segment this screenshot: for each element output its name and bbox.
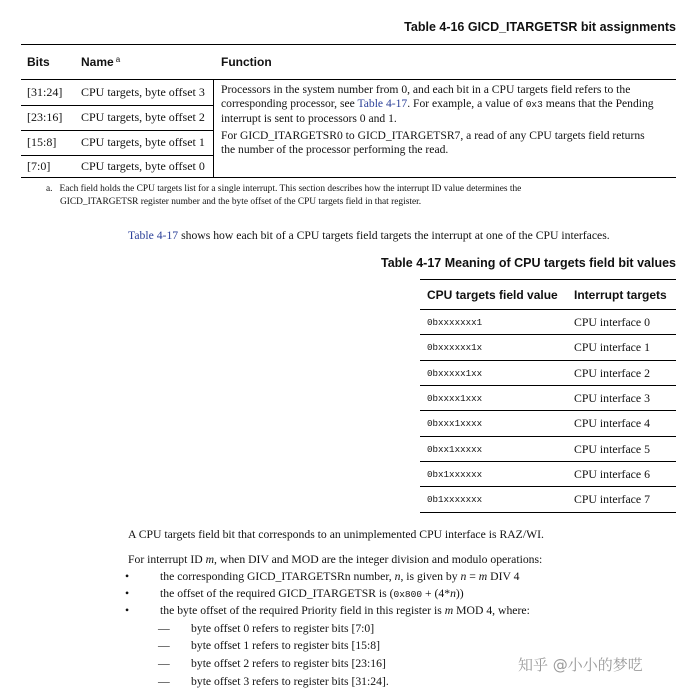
bullet-text: = (466, 570, 479, 583)
row-divider (21, 155, 213, 156)
table-4-17-title: Table 4-17 Meaning of CPU targets field bit values (381, 256, 676, 270)
bullet: • (125, 604, 130, 617)
function-paragraph-1 (221, 83, 671, 126)
sub-item: byte offset 0 refers to register bits [7:0] (191, 622, 375, 635)
bullet-text: )) (455, 587, 464, 600)
header-divider (21, 79, 676, 80)
sub-item: byte offset 1 refers to register bits [15:8] (191, 639, 381, 652)
bit-value: 0b1xxxxxxx (427, 494, 483, 505)
table-row (420, 334, 676, 359)
table-row (420, 309, 676, 334)
bit-value: 0bxx1xxxxx (427, 444, 483, 455)
table-row (420, 360, 676, 385)
name-cell: CPU targets, byte offset 2 (81, 110, 205, 124)
name-cell: CPU targets, byte offset 3 (81, 85, 205, 99)
footnote-marker: a. (46, 184, 53, 194)
var-n: n (450, 587, 456, 600)
dash: — (158, 622, 170, 635)
table-4-17-link[interactable]: Table 4-17 (357, 97, 408, 110)
bullet-item-register-number (160, 570, 519, 583)
bits-cell: [7:0] (27, 159, 51, 173)
row-divider (21, 130, 213, 131)
function-text: means that the Pending (542, 97, 654, 110)
paragraph-text: For interrupt ID (128, 553, 206, 566)
bullet-text: , is given by (400, 570, 461, 583)
table-4-17 (420, 279, 676, 513)
bullet-item-register-offset (160, 587, 464, 600)
interrupt-target: CPU interface 2 (574, 366, 651, 380)
var-n: n (394, 570, 401, 583)
var-m: m (444, 604, 454, 617)
table-4-17-link[interactable]: Table 4-17 (128, 229, 179, 242)
interrupt-target: CPU interface 6 (574, 467, 651, 481)
table-row (420, 410, 676, 435)
table-row (420, 461, 676, 486)
name-cell: CPU targets, byte offset 1 (81, 135, 205, 149)
header-interrupt-targets: Interrupt targets (574, 288, 667, 302)
paragraph-text: , when DIV and MOD are the integer division and modulo operations: (214, 553, 543, 566)
footnote-line-1 (46, 183, 521, 196)
dash: — (158, 639, 170, 652)
inline-code: 0x800 (393, 589, 423, 600)
function-text: . For example, a value of (407, 97, 526, 110)
column-divider (213, 79, 214, 177)
bits-cell: [31:24] (27, 85, 63, 99)
table-row (420, 436, 676, 461)
inline-code: 0x3 (525, 99, 543, 110)
footnote-ref: a (115, 55, 121, 64)
paragraph-text: shows how each bit of a CPU targets field targets the interrupt at one of the CPU interfaces. (178, 229, 610, 242)
name-cell: CPU targets, byte offset 0 (81, 159, 205, 173)
interrupt-target: CPU interface 5 (574, 442, 651, 456)
header-function: Function (221, 55, 272, 69)
table-4-16-title: Table 4-16 GICD_ITARGETSR bit assignments (404, 20, 676, 34)
interrupt-target: CPU interface 3 (574, 391, 651, 405)
row-divider (21, 105, 213, 106)
bullet-text: the offset of the required GICD_ITARGETSR is ( (160, 587, 394, 600)
bit-value: 0bxxxxx1xx (427, 368, 483, 379)
bit-value: 0bxxxxxx1x (427, 342, 483, 353)
bullet: • (125, 570, 130, 583)
bit-value: 0bxxxx1xxx (427, 393, 483, 404)
function-line (221, 97, 671, 112)
header-cpu-targets-value: CPU targets field value (427, 288, 558, 302)
function-line: interrupt is sent to processors 0 and 1. (221, 112, 397, 125)
bullet-item-byte-offset (160, 604, 530, 617)
bit-value: 0bxxxxxxx1 (427, 317, 483, 328)
dash: — (158, 657, 170, 670)
bullet-text: + (4* (422, 587, 451, 600)
bullet: • (125, 587, 130, 600)
function-paragraph-2 (221, 129, 671, 157)
interrupt-target: CPU interface 1 (574, 340, 651, 354)
header-name (81, 55, 120, 69)
watermark: 知乎 @小小的梦呓 (518, 656, 643, 674)
bits-cell: [23:16] (27, 110, 63, 124)
interrupt-id-intro (128, 553, 542, 566)
function-text: corresponding processor, see (221, 97, 358, 110)
var-m: m (478, 570, 488, 583)
table-4-16 (21, 44, 676, 178)
footnote (46, 183, 521, 209)
bullet-text: MOD 4, where: (453, 604, 530, 617)
header-bits: Bits (27, 55, 50, 69)
dash: — (158, 675, 170, 688)
bit-value: 0bx1xxxxxx (427, 469, 483, 480)
raz-paragraph: A CPU targets field bit that corresponds to an unimplemented CPU interface is RAZ/WI. (128, 528, 544, 541)
bullet-text: the byte offset of the required Priority field in this register is (160, 604, 445, 617)
interrupt-target: CPU interface 0 (574, 315, 651, 329)
table-row (420, 385, 676, 410)
function-line: Processors in the system number from 0, and each bit in a CPU targets field refers to the (221, 83, 631, 96)
function-line: For GICD_ITARGETSR0 to GICD_ITARGETSR7, a read of any CPU targets field returns (221, 129, 645, 142)
interrupt-target: CPU interface 7 (574, 492, 651, 506)
var-n: n (460, 570, 467, 583)
bullet-text: DIV 4 (487, 570, 520, 583)
function-line: the number of the processor performing the read. (221, 143, 449, 156)
table-4-17-intro (128, 229, 610, 242)
sub-item: byte offset 2 refers to register bits [23:16] (191, 657, 386, 670)
footnote-text: Each field holds the CPU targets list for a single interrupt. This section describes how the interrupt ID value determines the (59, 184, 522, 194)
table-row (420, 486, 676, 511)
header-name-label: Name (81, 55, 114, 69)
sub-item: byte offset 3 refers to register bits [31:24]. (191, 675, 389, 688)
bullet-text: the corresponding GICD_ITARGETSRn number, (160, 570, 395, 583)
bits-cell: [15:8] (27, 135, 57, 149)
var-m: m (205, 553, 215, 566)
bit-value: 0bxxx1xxxx (427, 418, 483, 429)
interrupt-target: CPU interface 4 (574, 416, 651, 430)
footnote-line-2: GICD_ITARGETSR register number and the byte offset of the CPU targets field in that register. (60, 197, 422, 207)
